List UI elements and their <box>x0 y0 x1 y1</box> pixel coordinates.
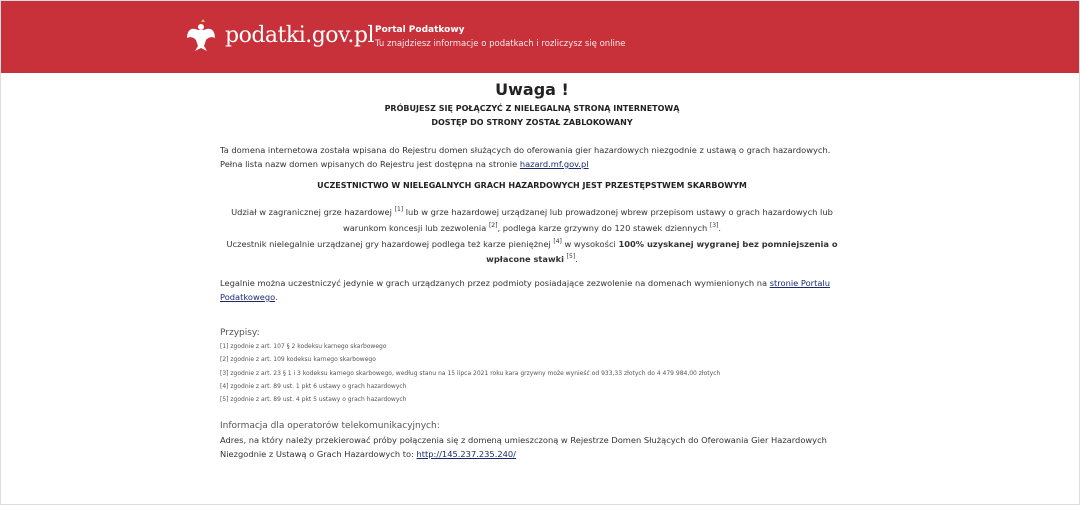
warning-line-1: PRÓBUJESZ SIĘ POŁĄCZYĆ Z NIELEGALNĄ STRONĄ INTERNETOWĄ <box>384 104 680 113</box>
main-content <box>220 80 844 461</box>
portal-link[interactable]: stronie Portalu Podatkowego <box>220 278 830 303</box>
intro-line-2: Pełna lista nazw domen wpisanych do Rejestru jest dostępna na stronie <box>220 159 520 169</box>
section-heading: UCZESTNICTWO W NIELEGALNYCH GRACH HAZARDOWYCH JEST PRZESTĘPSTWEM SKARBOWYM <box>317 181 747 190</box>
portal-title: Portal Podatkowy <box>375 25 465 35</box>
footnote: [3] zgodnie z art. 23 § 1 i 3 kodeksu karnego skarbowego, według stanu na 15 lipca 2021 roku kara grzywny może wynieść od 933,33 złotych do 4 479 984,00 złotych <box>220 369 721 377</box>
footnote: [1] zgodnie z art. 107 § 2 kodeksu karnego skarbowego <box>220 343 387 351</box>
portal-info <box>375 25 626 49</box>
text: Legalnie można uczestniczyć jedynie w grach urządzanych przez podmioty posiadające zezwolenie na domenach wymienionych na <box>220 278 770 289</box>
warning-line-2: DOSTĘP DO STRONY ZOSTAŁ ZABLOKOWANY <box>431 118 633 127</box>
eagle-icon <box>186 18 216 52</box>
ref-1: [1] <box>394 206 404 213</box>
logo-text: podatki.gov.pl <box>225 22 374 48</box>
ref-5: [5] <box>566 253 576 261</box>
bold-text: 100% uzyskanej wygranej bez pomniejszenia o wpłacone stawki <box>486 238 838 265</box>
footnote: [2] zgodnie z art. 109 kodeksu karnego skarbowego <box>220 356 376 364</box>
hazard-link[interactable]: hazard.mf.gov.pl <box>519 159 589 169</box>
operators-paragraph <box>220 433 844 461</box>
intro-text <box>220 143 844 171</box>
text: , podlega karze grzywny do 120 stawek dziennych <box>497 222 710 233</box>
text: w wysokości <box>561 238 619 249</box>
portal-subtitle: Tu znajdziesz informacje o podatkach i rozliczysz się online <box>375 39 626 49</box>
ref-3: [3] <box>709 221 719 229</box>
ref-4: [4] <box>553 237 562 245</box>
footnote: [4] zgodnie z art. 89 ust. 1 pkt 6 ustawy o grach hazardowych <box>220 382 407 390</box>
header <box>1 1 1079 73</box>
text: lub w grze hazardowej urządzanej lub prowadzonej wbrew przepisom ustawy o grach hazardowych lub warunkom koncesji lub zezwolenia <box>342 206 833 233</box>
footnotes-list <box>220 340 844 406</box>
operators-label: Informacja dla operatorów telekomunikacyjnych: <box>220 420 440 431</box>
text: Uczestnik nielegalnie urządzanej gry hazardowej podlega też karze pieniężnej <box>226 238 554 249</box>
logo[interactable] <box>186 18 374 52</box>
footnote: [5] zgodnie z art. 89 ust. 4 pkt 5 ustawy o grach hazardowych <box>220 396 407 404</box>
ref-2: [2] <box>488 221 498 229</box>
intro-line-1: Ta domena internetowa została wpisana do Rejestru domen służących do oferowania gier hazardowych niezgodnie z ustawą o grach hazardowych. <box>220 145 831 155</box>
text: Udział w zagranicznej grze hazardowej <box>231 206 395 217</box>
legal-paragraph: Legalnie można uczestniczyć jedynie w grach urządzanych przez podmioty posiadające zezwolenie na domenach wymienionych na stronie Portalu Podatkowego. <box>220 278 830 303</box>
text: Adres, na który należy przekierować próby połączenia się z domeną umieszczoną w Rejestrze Domen Służących do Oferowania Gier Hazardowych Niezgodnie z Ustawą o Grach Hazardowych to: <box>220 434 827 459</box>
redirect-link[interactable]: http://145.237.235.240/ <box>416 448 516 459</box>
footnotes-label: Przypisy: <box>220 328 260 339</box>
penalty-paragraph: Udział w zagranicznej grze hazardowej [1] lub w grze hazardowej urządzanej lub prowadzonej wbrew przepisom ustawy o grach hazardowych lub warunkom koncesji lub zezwolenia [2], podlega karze grzywny do 120 stawek dziennych [3]. Uczestnik nielegalnie urządzanej gry hazardowej podlega też karze pieniężnej [4] w wysokości 100% uzyskanej wygranej bez pomniejszenia o wpłacone stawki [5]. <box>226 206 838 265</box>
page-title: Uwaga ! <box>495 80 569 99</box>
